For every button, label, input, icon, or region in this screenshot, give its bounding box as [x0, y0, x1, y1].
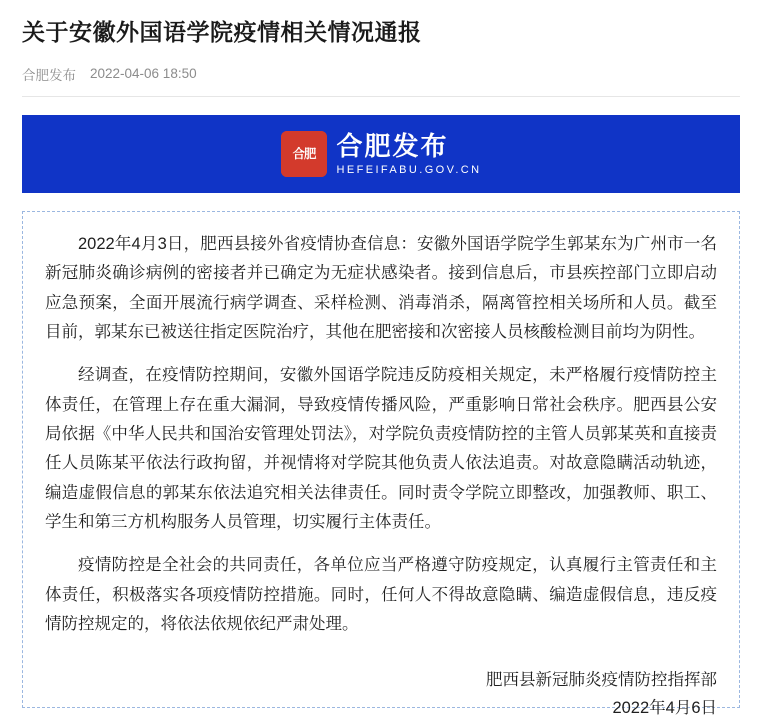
page-title: 关于安徽外国语学院疫情相关情况通报 [22, 19, 422, 45]
banner-inner [281, 131, 482, 177]
meta-timestamp: 2022-04-06 18:50 [90, 66, 197, 82]
meta-source: 合肥发布 [22, 67, 76, 83]
article-meta [22, 64, 740, 84]
banner-name-cn: 合肥发布 [336, 130, 449, 161]
header-divider [22, 96, 740, 97]
body-paragraph: 2022年4月3日，肥西县接外省疫情协查信息：安徽外国语学院学生郭某东为广州市一名新冠肺炎确诊病例的密接者并已确定为无症状感染者。接到信息后，市县疾控部门立即启动应急预案，全面开展流行病学调查、采样检测、消毒消杀，隔离管控相关场所和人员。截至目前，郭某东已被送往指定医院治疗，其他在肥密接和次密接人员核酸检测目前均为阴性。 [45, 234, 717, 341]
signature-organization: 肥西县新冠肺炎疫情防控指挥部 [486, 670, 717, 689]
banner-name-en: HEFEIFABU.GOV.CN [336, 164, 482, 177]
signature-date: 2022年4月6日 [612, 699, 717, 718]
publisher-banner [22, 115, 740, 193]
signature-block [45, 666, 717, 724]
seal-icon [281, 131, 327, 177]
seal-text: 合肥 [292, 146, 315, 162]
article-body [22, 211, 740, 718]
banner-texts [337, 132, 482, 177]
body-paragraph: 经调查，在疫情防控期间，安徽外国语学院违反防疫相关规定，未严格履行疫情防控主体责任，在管理上存在重大漏洞，导致疫情传播风险，严重影响日常社会秩序。肥西县公安局依据《中华人民共和国治安管理处罚法》，对学院负责疫情防控的主管人员郭某英和直接责任人员陈某平依法行政拘留，并视情将对学院其他负责人依法追责。对故意隐瞒活动轨迹，编造虚假信息的郭某东依法追究相关法律责任。同时责令学院立即整改，加强教师、职工、学生和第三方机构服务人员管理，切实履行主体责任。 [45, 366, 717, 532]
body-paragraph: 疫情防控是全社会的共同责任，各单位应当严格遵守防疫规定，认真履行主管责任和主体责任，积极落实各项疫情防控措施。同时，任何人不得故意隐瞒、编造虚假信息，违反疫情防控规定的，将依法依规依纪严肃处理。 [45, 556, 717, 634]
